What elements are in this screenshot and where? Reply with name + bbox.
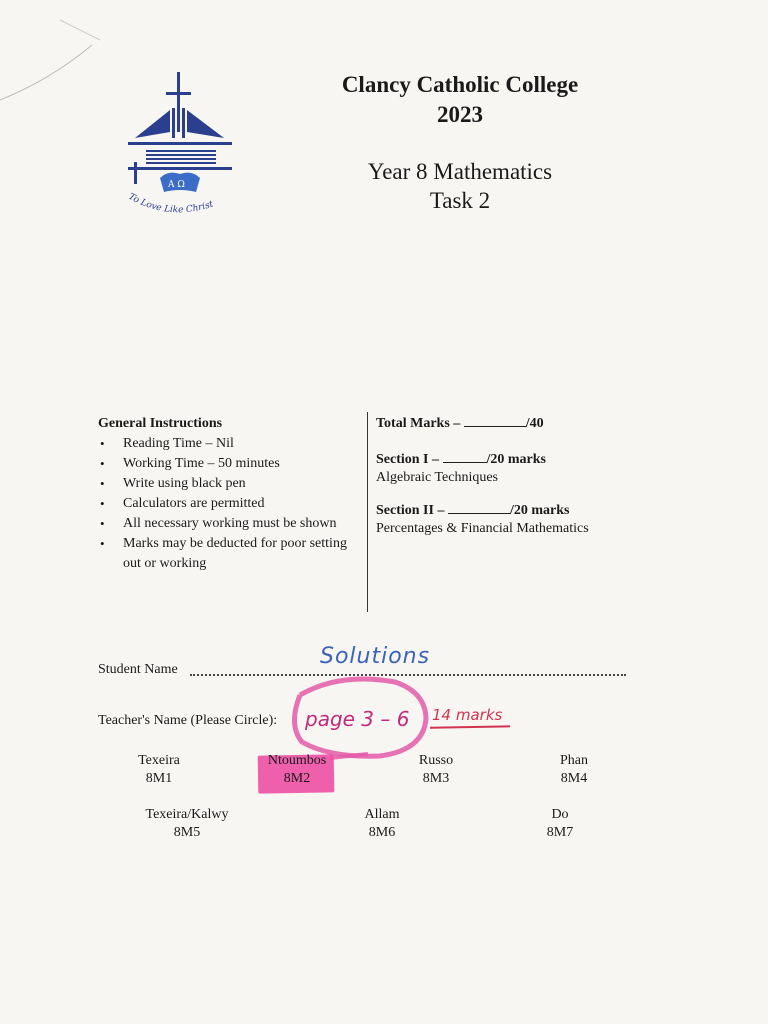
- marks-underline: [430, 725, 510, 728]
- section-1-suffix: /20 marks: [486, 452, 546, 467]
- teacher-name: Texeira/Kalwy: [145, 807, 229, 822]
- instruction-item: • Marks may be deducted for poor setting out or working: [98, 534, 358, 574]
- student-name-field[interactable]: [190, 674, 626, 676]
- logo-symbols: Α Ω: [168, 180, 185, 190]
- section-1: [376, 450, 676, 487]
- general-instructions: [98, 414, 358, 574]
- handwritten-marks: 14 marks: [432, 706, 503, 724]
- teacher-class: 8M5: [173, 825, 201, 840]
- teacher-option[interactable]: [104, 752, 214, 788]
- student-name-label: Student Name: [98, 662, 178, 677]
- section-2-suffix: /20 marks: [509, 503, 570, 518]
- svg-text:To Love Like Christ: [127, 192, 215, 215]
- total-marks-blank: [464, 414, 526, 427]
- section-2: [376, 501, 676, 538]
- teacher-name: Ntoumbos: [267, 753, 327, 768]
- handwritten-pages: page 3 – 6: [305, 707, 410, 731]
- teacher-name: Do: [551, 807, 569, 822]
- title-block: [300, 70, 620, 215]
- teacher-name: Phan: [560, 753, 588, 768]
- instruction-item: • Write using black pen: [98, 474, 358, 494]
- teacher-option[interactable]: [132, 806, 242, 842]
- teacher-class: 8M6: [368, 825, 396, 840]
- scan-artifact: [0, 0, 120, 110]
- section-1-blank: [443, 450, 487, 463]
- teacher-name: Allam: [364, 807, 400, 822]
- teacher-class: 8M7: [546, 825, 574, 840]
- handwritten-student-name: Solutions: [320, 644, 431, 669]
- section-2-topic: Percentages & Financial Mathematics: [376, 521, 589, 536]
- exam-year: 2023: [437, 102, 483, 127]
- subject-title: Year 8 Mathematics: [367, 159, 553, 184]
- teacher-name: Texeira: [138, 753, 180, 768]
- column-divider: [367, 412, 368, 612]
- section-2-label: Section II –: [376, 503, 445, 518]
- instruction-item: • Reading Time – Nil: [98, 434, 358, 454]
- teacher-option[interactable]: [327, 806, 437, 842]
- task-title: Task 2: [429, 188, 491, 213]
- instructions-list: [98, 434, 358, 574]
- instructions-heading: General Instructions: [98, 416, 223, 431]
- logo-motto: To Love Like Christ: [126, 191, 215, 216]
- instruction-item: • All necessary working must be shown: [98, 514, 358, 534]
- teacher-class: 8M1: [145, 771, 173, 786]
- teacher-option[interactable]: [505, 806, 615, 842]
- college-logo: [120, 70, 250, 230]
- teacher-name: Russo: [418, 753, 454, 768]
- teacher-name-label: Teacher's Name (Please Circle):: [98, 713, 278, 728]
- total-marks-suffix: /40: [525, 416, 544, 431]
- marks-summary: [376, 414, 676, 538]
- college-name: Clancy Catholic College: [341, 72, 579, 97]
- total-marks-label: Total Marks –: [376, 416, 461, 431]
- section-1-label: Section I –: [376, 452, 439, 467]
- teacher-class: 8M3: [422, 771, 450, 786]
- total-marks: [376, 414, 676, 433]
- teacher-option[interactable]: [242, 752, 352, 788]
- teacher-class: 8M2: [283, 771, 311, 786]
- teacher-option[interactable]: [519, 752, 629, 788]
- instruction-item: • Calculators are permitted: [98, 494, 358, 514]
- teacher-option[interactable]: [381, 752, 491, 788]
- instruction-item: • Working Time – 50 minutes: [98, 454, 358, 474]
- section-1-topic: Algebraic Techniques: [376, 470, 498, 485]
- teacher-class: 8M4: [560, 771, 588, 786]
- section-2-blank: [448, 501, 510, 514]
